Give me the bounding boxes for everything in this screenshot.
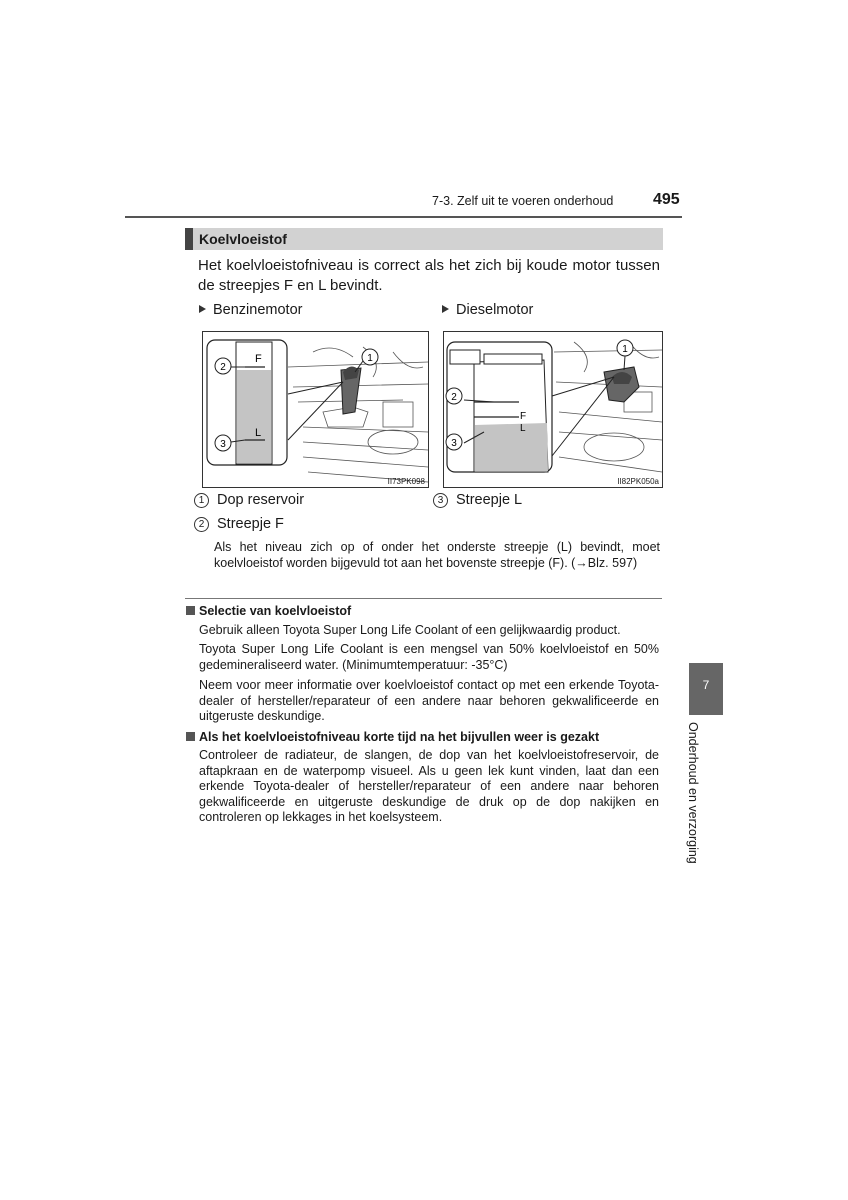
square-bullet-icon	[186, 732, 195, 741]
block-heading-2-text: Als het koelvloeistofniveau korte tijd na het bijvullen weer is gezakt	[199, 730, 600, 744]
square-bullet-icon	[186, 606, 195, 615]
chapter-header: 7-3. Zelf uit te voeren onderhoud	[432, 194, 614, 208]
fig1-label-l: L	[255, 427, 262, 439]
paragraph: Toyota Super Long Life Coolant is een mengsel van 50% koelvloeistof en 50% gedemineraliseerd water. (Minimumtemperatuur: -35°C)	[199, 642, 659, 672]
legend-item-2	[194, 516, 284, 532]
intro-text: Het koelvloeistofniveau is correct als het zich bij koude motor tussen de streepjes F en L bevindt.	[198, 257, 660, 294]
fig2-callout-3: 3	[451, 438, 457, 449]
fig1-callout-1: 1	[367, 353, 373, 364]
fig2-label-f: F	[520, 411, 527, 422]
legend-num-1: 1	[194, 493, 209, 508]
legend-num-3: 3	[433, 493, 448, 508]
chapter-tab-label: Onderhoud en verzorging	[686, 722, 700, 864]
paragraph: Neem voor meer informatie over koelvloeistof contact op met een erkende Toyota-dealer of hersteller/reparateur of een andere naar behoren gekwalificeerde en uitgeruste deskundige.	[199, 678, 659, 723]
block-heading-coolant-selection	[186, 604, 351, 618]
figure-diesel-engine	[443, 331, 663, 488]
fig1-callout-2: 2	[220, 362, 226, 373]
legend-item-3	[433, 492, 522, 508]
divider	[185, 598, 662, 599]
page-number: 495	[653, 191, 680, 208]
paragraph: Controleer de radiateur, de slangen, de dop van het koelvloeistofreservoir, de aftapkraan en de waterpomp visueel. Als u geen lek kunt vinden, laat dan een erkende Toyota-dealer of hersteller/reparateur of een andere naar behoren gekwalificeerde en uitgeruste deskundige de druk op de dop nakijken en controleren op lekkages in het koelsysteem.	[199, 748, 659, 824]
petrol-engine-illustration	[203, 332, 428, 487]
fig2-callout-2: 2	[451, 392, 457, 403]
legend-text-2: Streepje F	[217, 516, 284, 532]
fig1-callout-3: 3	[220, 439, 226, 450]
legend-num-2: 2	[194, 517, 209, 532]
triangle-bullet-icon	[442, 305, 449, 313]
subhead-petrol-label: Benzinemotor	[213, 302, 303, 318]
section-title-bar	[185, 228, 663, 250]
figure-code-petrol: II73PK098	[387, 477, 425, 486]
figure-code-diesel: II82PK050a	[617, 477, 659, 486]
diesel-engine-illustration	[444, 332, 662, 487]
block-heading-level-drop	[186, 730, 599, 744]
fig1-label-f: F	[255, 353, 262, 365]
figure-petrol-engine	[202, 331, 429, 488]
paragraph: Gebruik alleen Toyota Super Long Life Coolant of een gelijkwaardig product.	[199, 623, 621, 637]
header-rule	[125, 216, 682, 218]
section-title: Koelvloeistof	[199, 231, 287, 247]
triangle-bullet-icon	[199, 305, 206, 313]
fig2-callout-1: 1	[622, 344, 628, 355]
subhead-petrol	[199, 302, 302, 318]
block-heading-1-text: Selectie van koelvloeistof	[199, 604, 352, 618]
level-note: Als het niveau zich op of onder het onderste streepje (L) bevindt, moet koelvloeistof worden bijgevuld tot aan het bovenste streepje (F). (→Blz. 597)	[214, 540, 660, 570]
fig2-label-l: L	[520, 423, 526, 434]
legend-text-3: Streepje L	[456, 492, 523, 508]
legend-text-1: Dop reservoir	[217, 492, 305, 508]
legend-item-1	[194, 492, 304, 508]
subhead-diesel-label: Dieselmotor	[456, 302, 534, 318]
subhead-diesel	[442, 302, 533, 318]
chapter-tab: 7	[689, 663, 723, 715]
section-marker	[185, 228, 193, 250]
